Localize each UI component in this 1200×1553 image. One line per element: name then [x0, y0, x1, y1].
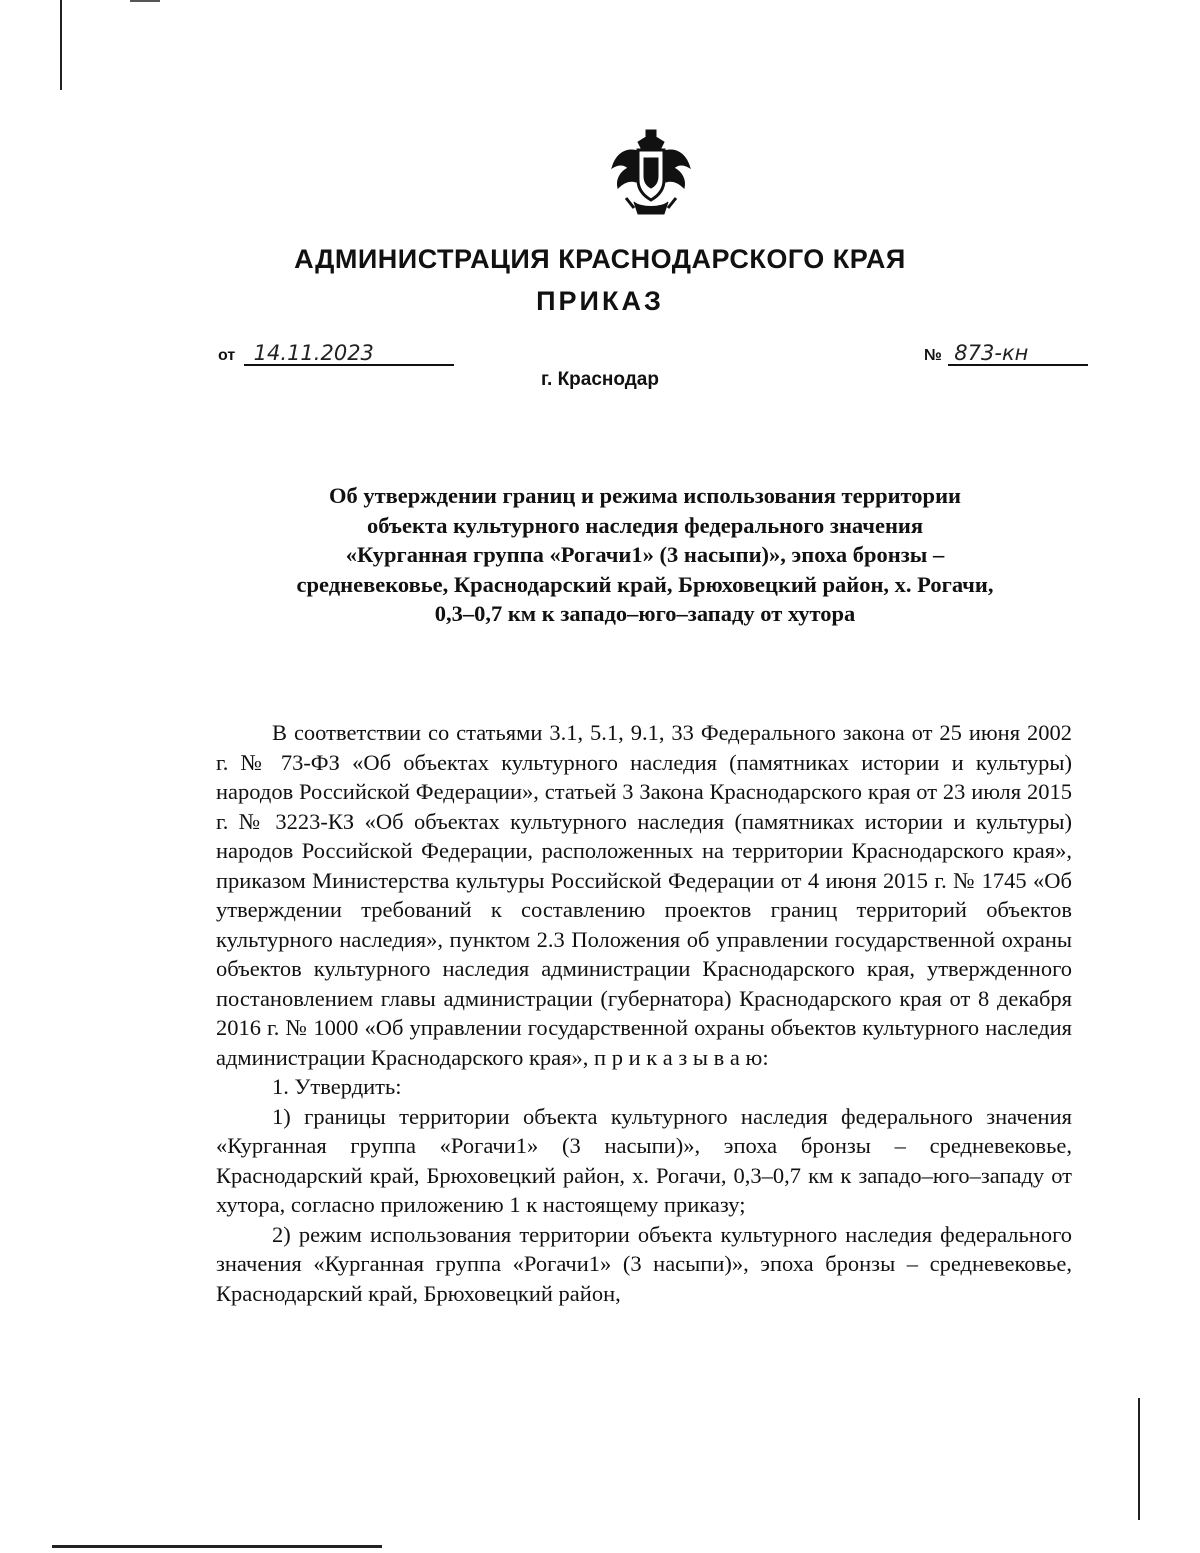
organization-name: АДМИНИСТРАЦИЯ КРАСНОДАРСКОГО КРАЯ: [294, 244, 906, 274]
city: г. Краснодар: [541, 369, 659, 390]
document-date: [218, 342, 454, 366]
subject-line: 0,3–0,7 км к западо–юго–западу от хутора: [434, 601, 856, 626]
scan-border-line: [60, 0, 62, 90]
subject-line: средневековье, Краснодарский край, Брюховецкий район, х. Рогачи,: [296, 571, 994, 597]
subitem-2: 2) режим использования территории объекта культурного наследия федерального значения «Курганная группа «Рогачи1» (3 насыпи)», эпоха бронзы – средневековье, Краснодарский край, Брюховецкий район,: [216, 1221, 1072, 1306]
scan-border-mark: [130, 0, 160, 2]
order-word: п р и к а з ы в а ю:: [594, 1044, 769, 1070]
subject-line: «Курганная группа «Рогачи1» (3 насыпи)», эпоха бронзы –: [345, 542, 945, 567]
preamble-paragraph: [216, 718, 1072, 1072]
document-number: [924, 342, 1088, 366]
item-1: 1. Утвердить:: [272, 1074, 402, 1099]
subitem-1: 1) границы территории объекта культурного наследия федерального значения «Курганная группа «Рогачи1» (3 насыпи)», эпоха бронзы – средневековье, Краснодарский край, Брюховецкий район, х. Рогачи, 0,3–0,7 км к западо–юго–западу от хутора, согласно приложению 1 к настоящему приказу;: [216, 1103, 1072, 1217]
scan-border-line: [52, 1545, 382, 1548]
date-value: 14.11.2023: [244, 342, 454, 366]
preamble-text: В соответствии со статьями 3.1, 5.1, 9.1, 33 Федерального закона от 25 июня 2002 г. № 73-ФЗ «Об объектах культурного наследия (памятниках истории и культуры) народов Российской Федерации», статьей 3 Закона Краснодарского края от 23 июля 2015 г. № 3223-КЗ «Об объектах культурного наследия (памятниках истории и культуры) народов Российской Федерации, расположенных на территории Краснодарского края», приказом Министерства культуры Российской Федерации от 4 июня 2015 г. № 1745 «Об утверждении требований к составлению проектов границ территорий объектов культурного наследия», пунктом 2.3 Положения об управлении государственной охраны объектов культурного наследия администрации Краснодарского края, утвержденного постановлением главы администрации (губернатора) Краснодарского края от 8 декабря 2016 г. № 1000 «Об управлении государственной охраны объектов культурного наследия администрации Краснодарского края»,: [216, 720, 1072, 1070]
number-value: 873-кн: [948, 342, 1088, 366]
date-prefix: от: [218, 347, 236, 364]
scan-border-line: [1138, 1398, 1140, 1520]
number-prefix: №: [924, 347, 942, 364]
document-type: ПРИКАЗ: [536, 286, 664, 316]
document-body: [216, 718, 1072, 1308]
subject-line: Об утверждении границ и режима использования территории: [328, 483, 962, 508]
subject-line: объекта культурного наследия федерального значения: [366, 512, 924, 538]
document-subject: [200, 481, 1090, 629]
coat-of-arms-icon: [608, 128, 694, 220]
